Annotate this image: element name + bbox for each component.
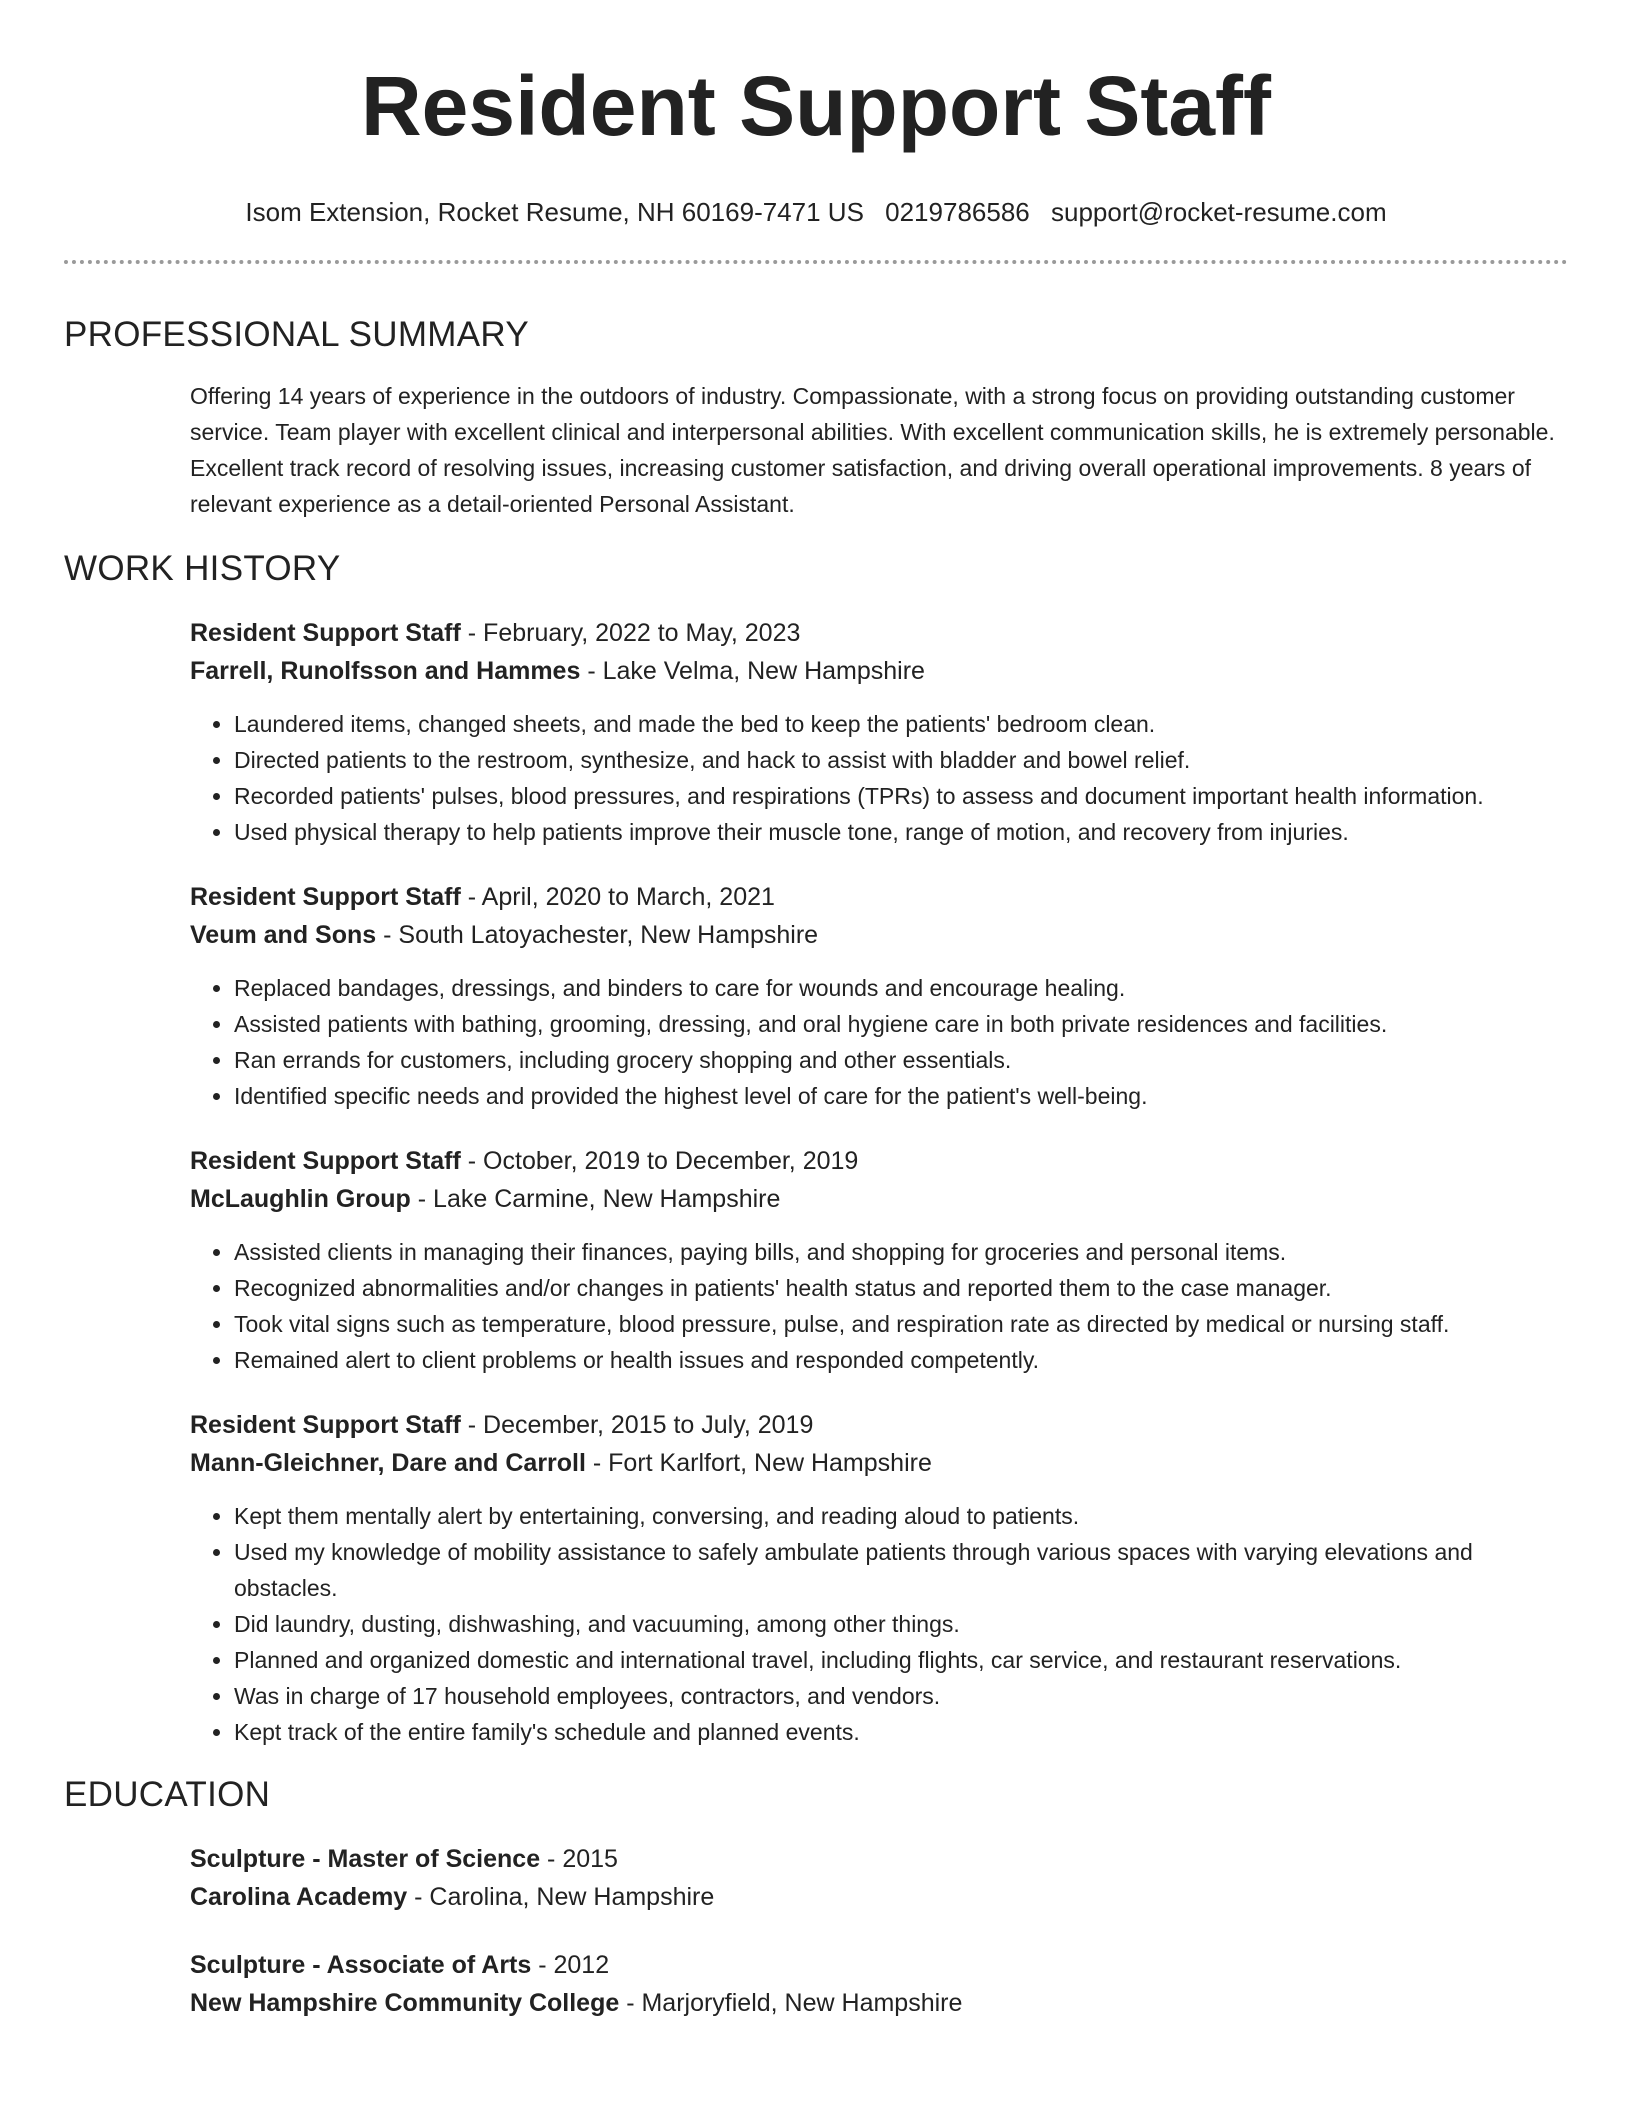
job-duty-item: • Assisted patients with bathing, grooming, dressing, and oral hygiene care in both private residences and facilities.	[234, 1006, 1568, 1042]
job-duty-item: • Recognized abnormalities and/or changes in patients' health status and reported them to the case manager.	[234, 1270, 1568, 1306]
job-duty-item: • Kept them mentally alert by entertaining, conversing, and reading aloud to patients.	[234, 1498, 1568, 1534]
job-dates: - October, 2019 to December, 2019	[460, 1147, 859, 1175]
job-location: - Fort Karlfort, New Hampshire	[585, 1449, 932, 1477]
job-duty-item: • Directed patients to the restroom, synthesize, and hack to assist with bladder and bowel relief.	[234, 742, 1568, 778]
job-duties-list	[190, 706, 1568, 850]
education-section	[190, 1840, 1568, 2022]
education-entry	[190, 1840, 1568, 1916]
job-duty-item: • Used physical therapy to help patients improve their muscle tone, range of motion, and recovery from injuries.	[234, 814, 1568, 850]
job-duties-list	[190, 970, 1568, 1114]
job-company-line	[190, 652, 1568, 690]
job-duties-list	[190, 1498, 1568, 1750]
contact-phone: 0219786586	[885, 197, 1030, 227]
job-entry	[190, 878, 1568, 1114]
education-degree-line	[190, 1840, 1568, 1878]
education-degree: Sculpture - Master of Science	[190, 1845, 541, 1873]
job-company: Veum and Sons	[190, 921, 377, 949]
education-year: - 2012	[531, 1951, 610, 1979]
job-duties-list	[190, 1234, 1568, 1378]
education-degree: Sculpture - Associate of Arts	[190, 1951, 532, 1979]
job-role: Resident Support Staff	[190, 1411, 461, 1439]
education-school: Carolina Academy	[190, 1883, 408, 1911]
job-dates: - December, 2015 to July, 2019	[460, 1411, 814, 1439]
job-entry	[190, 614, 1568, 850]
job-company-line	[190, 1180, 1568, 1218]
summary-section	[190, 378, 1568, 522]
job-title-line	[190, 1142, 1568, 1180]
job-dates: - April, 2020 to March, 2021	[460, 883, 775, 911]
education-school-line	[190, 1878, 1568, 1916]
education-school: New Hampshire Community College	[190, 1989, 620, 2017]
job-dates: - February, 2022 to May, 2023	[460, 619, 801, 647]
education-school-line	[190, 1984, 1568, 2022]
summary-text: Offering 14 years of experience in the outdoors of industry. Compassionate, with a strong focus on providing outstanding customer service. Team player with excellent clinical and interpersonal abilities. With excellent communication skills, he is extremely personable. Excellent track record of resolving issues, increasing customer satisfaction, and driving overall operational improvements. 8 years of relevant experience as a detail-oriented Personal Assistant.	[190, 383, 1555, 517]
job-duty-item: • Kept track of the entire family's schedule and planned events.	[234, 1714, 1568, 1750]
job-location: - South Latoyachester, New Hampshire	[376, 921, 819, 949]
job-company: Mann-Gleichner, Dare and Carroll	[190, 1449, 586, 1477]
contact-email: support@rocket-resume.com	[1050, 197, 1387, 227]
job-company: Farrell, Runolfsson and Hammes	[190, 657, 581, 685]
education-location: - Marjoryfield, New Hampshire	[619, 1989, 963, 2017]
job-location: - Lake Velma, New Hampshire	[580, 657, 925, 685]
job-company-line	[190, 1444, 1568, 1482]
job-role: Resident Support Staff	[190, 619, 461, 647]
job-duty-item: • Did laundry, dusting, dishwashing, and vacuuming, among other things.	[234, 1606, 1568, 1642]
job-duty-item: • Ran errands for customers, including grocery shopping and other essentials.	[234, 1042, 1568, 1078]
job-duty-item: • Identified specific needs and provided the highest level of care for the patient's well-being.	[234, 1078, 1568, 1114]
section-title-summary: PROFESSIONAL SUMMARY	[64, 315, 529, 354]
job-title-line	[190, 1406, 1568, 1444]
education-year: - 2015	[540, 1845, 618, 1873]
job-duty-item: • Assisted clients in managing their finances, paying bills, and shopping for groceries and personal items.	[234, 1234, 1568, 1270]
job-duty-item: • Was in charge of 17 household employees, contractors, and vendors.	[234, 1678, 1568, 1714]
job-role: Resident Support Staff	[190, 883, 461, 911]
job-duty-item: • Recorded patients' pulses, blood pressures, and respirations (TPRs) to assess and document important health information.	[234, 778, 1568, 814]
section-title-work-history: WORK HISTORY	[64, 549, 341, 588]
contact-line	[64, 196, 1568, 228]
header-divider	[64, 260, 1568, 264]
job-duty-item: • Remained alert to client problems or health issues and responded competently.	[234, 1342, 1568, 1378]
job-company-line	[190, 916, 1568, 954]
job-entry	[190, 1142, 1568, 1378]
job-title-line	[190, 878, 1568, 916]
job-duty-item: • Took vital signs such as temperature, blood pressure, pulse, and respiration rate as directed by medical or nursing staff.	[234, 1306, 1568, 1342]
job-duty-item: • Replaced bandages, dressings, and binders to care for wounds and encourage healing.	[234, 970, 1568, 1006]
job-duty-item: • Planned and organized domestic and international travel, including flights, car service, and restaurant reservations.	[234, 1642, 1568, 1678]
job-location: - Lake Carmine, New Hampshire	[410, 1185, 781, 1213]
job-entry	[190, 1406, 1568, 1750]
job-company: McLaughlin Group	[190, 1185, 411, 1213]
education-degree-line	[190, 1946, 1568, 1984]
job-duty-item: • Used my knowledge of mobility assistance to safely ambulate patients through various spaces with varying elevations and obstacles.	[234, 1534, 1568, 1606]
contact-address: Isom Extension, Rocket Resume, NH 60169-7471 US	[245, 197, 864, 227]
job-role: Resident Support Staff	[190, 1147, 461, 1175]
job-duty-item: • Laundered items, changed sheets, and made the bed to keep the patients' bedroom clean.	[234, 706, 1568, 742]
job-title-line	[190, 614, 1568, 652]
work-history-section	[190, 614, 1568, 1750]
education-location: - Carolina, New Hampshire	[407, 1883, 715, 1911]
section-title-education: EDUCATION	[64, 1775, 271, 1814]
education-entry	[190, 1946, 1568, 2022]
resume-page	[64, 0, 1568, 2022]
resume-name: Resident Support Staff	[360, 59, 1271, 153]
